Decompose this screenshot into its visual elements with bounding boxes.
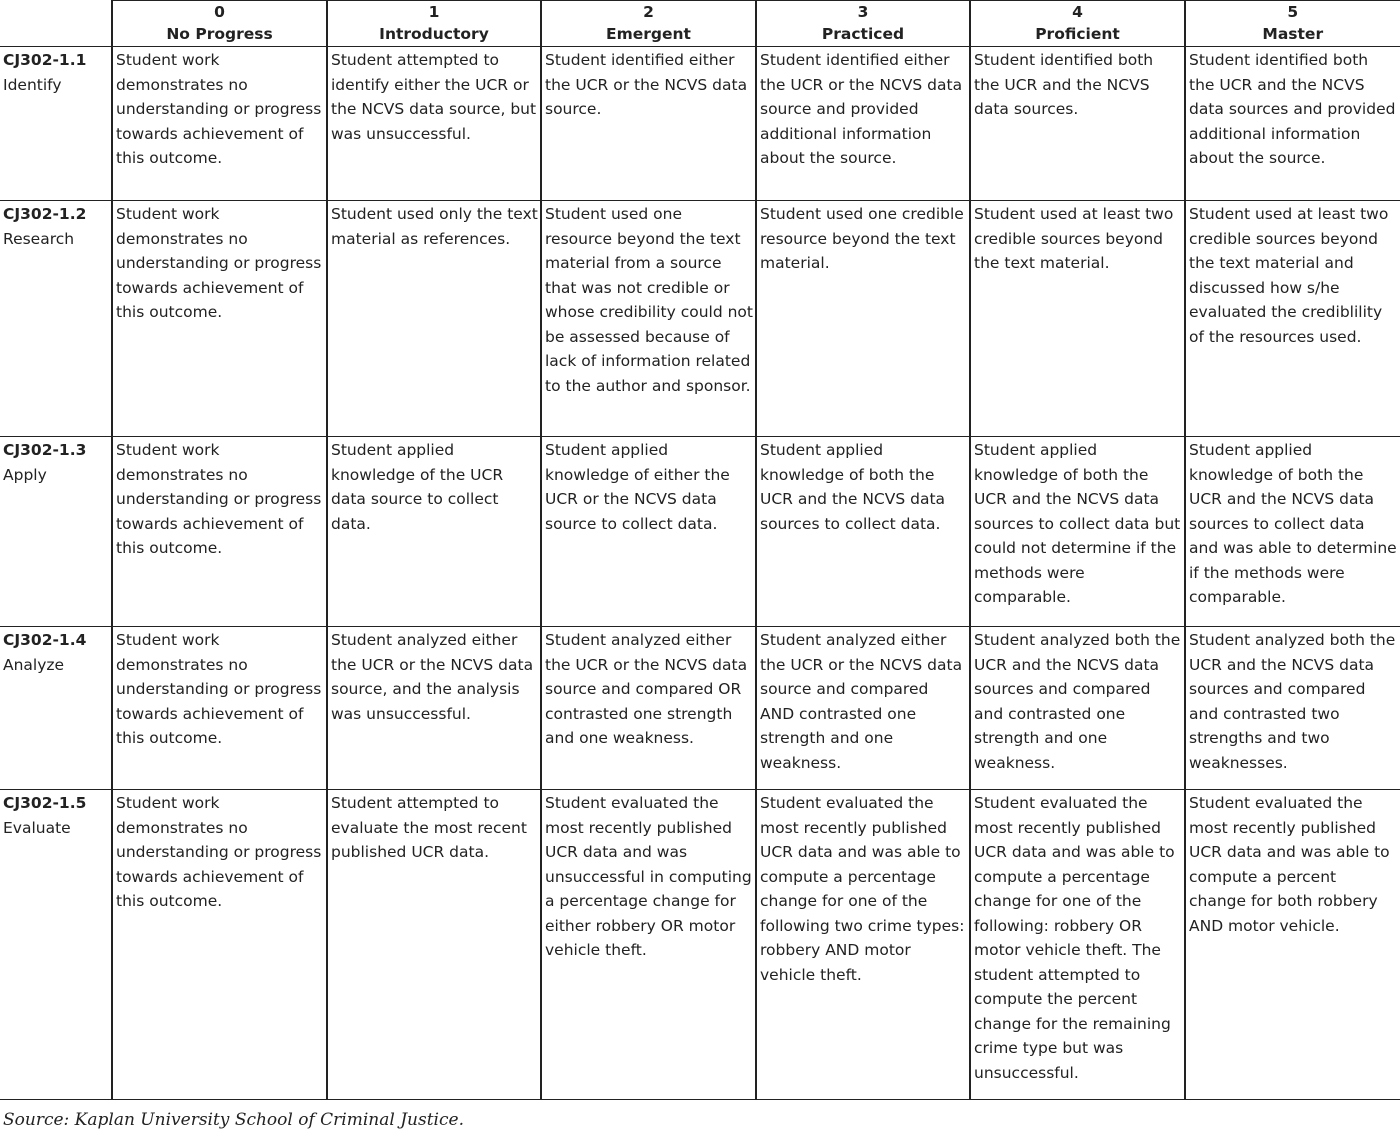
rubric-cell: Student work demonstrates no understanding or progress towards achievement of this outcome.	[112, 627, 327, 790]
rubric-cell: Student evaluated the most recently published UCR data and was able to compute a percent change for both robbery AND motor vehicle.	[1185, 790, 1400, 1100]
criterion-name: Evaluate	[3, 818, 71, 837]
rubric-cell: Student attempted to evaluate the most recent published UCR data.	[327, 790, 541, 1100]
criterion-code: CJ302-1.3	[3, 441, 87, 459]
level-name: Introductory	[379, 25, 489, 43]
criterion-cell	[0, 437, 112, 627]
level-header-0	[112, 1, 327, 47]
criterion-code: CJ302-1.5	[3, 794, 87, 812]
level-header-3	[756, 1, 970, 47]
rubric-cell: Student used only the text material as references.	[327, 201, 541, 437]
level-header-1	[327, 1, 541, 47]
table-row	[0, 437, 1400, 627]
rubric-cell: Student analyzed both the UCR and the NCVS data sources and compared and contrasted one strength and one weakness.	[970, 627, 1185, 790]
rubric-cell: Student evaluated the most recently published UCR data and was able to compute a percentage change for one of the following: robbery OR motor vehicle theft. The student attempted to compute the percent change for the remaining crime type but was unsuccessful.	[970, 790, 1185, 1100]
rubric-cell: Student applied knowledge of both the UCR and the NCVS data sources to collect data.	[756, 437, 970, 627]
level-header-2	[541, 1, 756, 47]
level-header-5	[1185, 1, 1400, 47]
level-header-4	[970, 1, 1185, 47]
level-name: Emergent	[606, 25, 691, 43]
level-name: Proficient	[1035, 25, 1120, 43]
rubric-cell: Student identified both the UCR and the NCVS data sources and provided additional information about the source.	[1185, 47, 1400, 201]
criterion-code: CJ302-1.1	[3, 51, 87, 69]
level-name: Master	[1262, 25, 1324, 43]
corner-cell	[0, 1, 112, 47]
criterion-cell	[0, 201, 112, 437]
rubric-cell: Student attempted to identify either the UCR or the NCVS data source, but was unsuccessful.	[327, 47, 541, 201]
rubric-cell: Student used at least two credible sources beyond the text material.	[970, 201, 1185, 437]
rubric-cell: Student used at least two credible sources beyond the text material and discussed how s/he evaluated the crediblility of the resources used.	[1185, 201, 1400, 437]
level-number: 3	[857, 3, 869, 21]
table-row	[0, 47, 1400, 201]
level-number: 0	[214, 3, 225, 21]
rubric-cell: Student evaluated the most recently published UCR data and was able to compute a percentage change for one of the following two crime types: robbery AND motor vehicle theft.	[756, 790, 970, 1100]
criterion-name: Analyze	[3, 655, 65, 674]
level-name: Practiced	[821, 25, 905, 43]
rubric-cell: Student work demonstrates no understanding or progress towards achievement of this outcome.	[112, 790, 327, 1100]
rubric-cell: Student identified either the UCR or the NCVS data source and provided additional information about the source.	[756, 47, 970, 201]
rubric-cell: Student identified both the UCR and the NCVS data sources.	[970, 47, 1185, 201]
level-name: No Progress	[166, 25, 273, 43]
rubric-cell: Student analyzed either the UCR or the NCVS data source, and the analysis was unsuccessful.	[327, 627, 541, 790]
table-row	[0, 790, 1400, 1100]
rubric-cell: Student identified either the UCR or the NCVS data source.	[541, 47, 756, 201]
header-row	[0, 1, 1400, 47]
criterion-cell	[0, 627, 112, 790]
rubric-cell: Student used one credible resource beyond the text material.	[756, 201, 970, 437]
criterion-code: CJ302-1.2	[3, 205, 87, 223]
criterion-name: Identify	[3, 75, 62, 94]
rubric-cell: Student analyzed either the UCR or the NCVS data source and compared OR contrasted one strength and one weakness.	[541, 627, 756, 790]
criterion-name: Apply	[3, 465, 47, 484]
level-number: 4	[1072, 3, 1083, 21]
rubric-cell: Student used one resource beyond the text material from a source that was not credible or whose credibility could not be assessed because of lack of information related to the author and sponsor.	[541, 201, 756, 437]
rubric-cell: Student analyzed both the UCR and the NCVS data sources and compared and contrasted two strengths and two weaknesses.	[1185, 627, 1400, 790]
rubric-cell: Student evaluated the most recently published UCR data and was unsuccessful in computing a percentage change for either robbery OR motor vehicle theft.	[541, 790, 756, 1100]
level-number: 2	[643, 3, 654, 21]
criterion-code: CJ302-1.4	[3, 631, 87, 649]
table-row	[0, 627, 1400, 790]
rubric-cell: Student work demonstrates no understanding or progress towards achievement of this outcome.	[112, 437, 327, 627]
rubric-cell: Student analyzed either the UCR or the NCVS data source and compared AND contrasted one strength and one weakness.	[756, 627, 970, 790]
rubric-cell: Student work demonstrates no understanding or progress towards achievement of this outcome.	[112, 47, 327, 201]
source-note: Source: Kaplan University School of Criminal Justice.	[3, 1110, 464, 1130]
level-number: 1	[428, 3, 440, 21]
criterion-cell	[0, 47, 112, 201]
table-row	[0, 201, 1400, 437]
rubric-cell: Student applied knowledge of both the UCR and the NCVS data sources to collect data and was able to determine if the methods were comparable.	[1185, 437, 1400, 627]
rubric-cell: Student applied knowledge of both the UCR and the NCVS data sources to collect data but could not determine if the methods were comparable.	[970, 437, 1185, 627]
rubric-cell: Student applied knowledge of either the UCR or the NCVS data source to collect data.	[541, 437, 756, 627]
level-number: 5	[1287, 3, 1299, 21]
rubric-cell: Student applied knowledge of the UCR data source to collect data.	[327, 437, 541, 627]
rubric-cell: Student work demonstrates no understanding or progress towards achievement of this outcome.	[112, 201, 327, 437]
criterion-name: Research	[3, 229, 75, 248]
criterion-cell	[0, 790, 112, 1100]
